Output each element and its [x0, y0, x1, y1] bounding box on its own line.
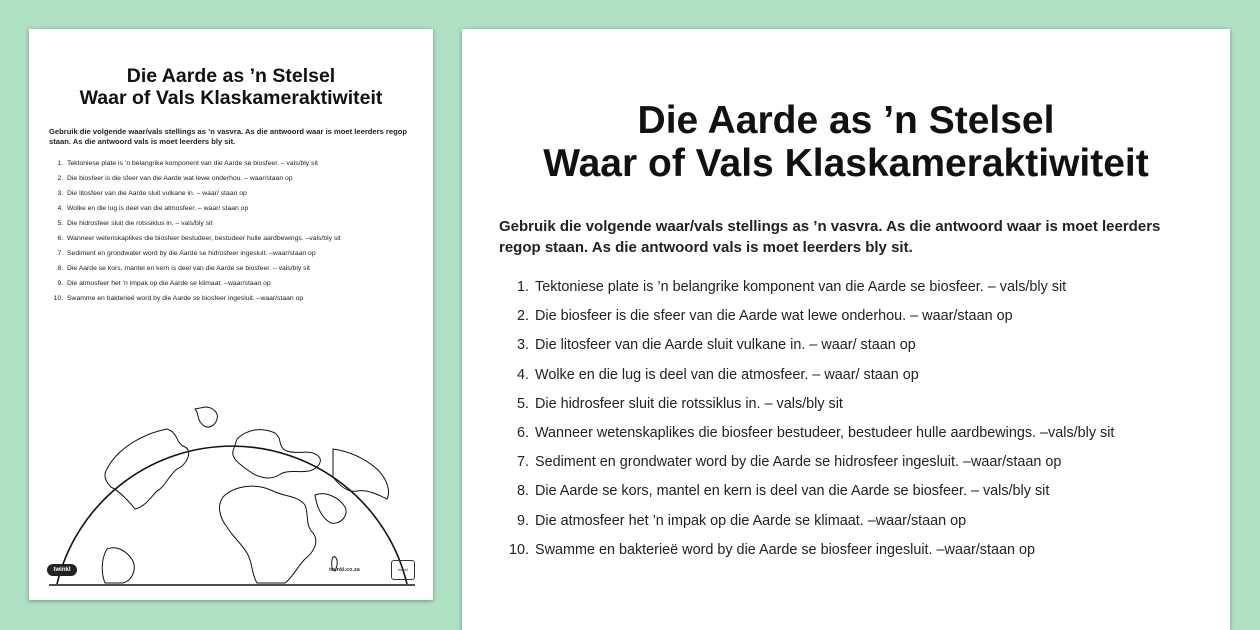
twinkl-logo-icon: twinkl: [47, 564, 77, 576]
earth-outline-icon: [47, 399, 417, 589]
list-item: 10. Swamme en bakterieë word by die Aarde se biosfeer ingesluit. –waar/staan op: [65, 291, 419, 306]
list-item: 6. Wanneer wetenskaplikes die biosfeer bestudeer, bestudeer hulle aardbewings. –vals/bly sit: [65, 231, 419, 246]
list-item: 3. Die litosfeer van die Aarde sluit vulkane in. – waar/ staan op: [533, 331, 1210, 360]
list-item: 10. Swamme en bakterieë word by die Aarde se biosfeer ingesluit. –waar/staan op: [533, 536, 1210, 565]
title-line-1: Die Aarde as ’n Stelsel: [637, 99, 1055, 142]
thumbnail-title-line-2: Waar of Vals Klaskameraktiwiteit: [79, 87, 383, 109]
list-item: 8. Die Aarde se kors, mantel en kern is deel van die Aarde se biosfeer. – vals/bly sit: [65, 261, 419, 276]
intro-paragraph: Gebruik die volgende waar/vals stellings as ’n vasvra. As die antwoord waar is moet leerders regop staan. As die antwoord vals is moet leerders bly sit.: [499, 218, 1161, 256]
list-item: 9. Die atmosfeer het ’n impak op die Aarde se klimaat. –waar/staan op: [65, 276, 419, 291]
list-item: 6. Wanneer wetenskaplikes die biosfeer bestudeer, bestudeer hulle aardbewings. –vals/bly sit: [533, 419, 1210, 448]
list-item: 2. Die biosfeer is die sfeer van die Aarde wat lewe onderhou. – waar/staan op: [533, 302, 1210, 331]
list-item: 9. Die atmosfeer het ’n impak op die Aarde se klimaat. –waar/staan op: [533, 507, 1210, 536]
list-item: 8. Die Aarde se kors, mantel en kern is deel van die Aarde se biosfeer. – vals/bly sit: [533, 477, 1210, 506]
list-item: 5. Die hidrosfeer sluit die rotssiklus in. – vals/bly sit: [65, 216, 419, 231]
list-item: 7. Sediment en grondwater word by die Aarde se hidrosfeer ingesluit. –waar/staan op: [65, 246, 419, 261]
list-item: 4. Wolke en die lug is deel van die atmosfeer. – waar/ staan op: [533, 361, 1210, 390]
list-item: 1. Tektoniese plate is ’n belangrike komponent van die Aarde se biosfeer. – vals/bly sit: [65, 156, 419, 171]
statement-list: [499, 273, 1210, 565]
list-item: 2. Die biosfeer is die sfeer van die Aarde wat lewe onderhou. – waar/staan op: [65, 171, 419, 186]
list-item: 3. Die litosfeer van die Aarde sluit vulkane in. – waar/ staan op: [65, 186, 419, 201]
thumbnail-statement-list: [49, 156, 419, 306]
footer-badge: twinkl: [391, 560, 415, 580]
main-worksheet: [462, 29, 1230, 630]
thumbnail-title: [29, 65, 433, 109]
thumbnail-title-line-1: Die Aarde as ’n Stelsel: [126, 65, 336, 87]
list-item: 4. Wolke en die lug is deel van die atmosfeer. – waar/ staan op: [65, 201, 419, 216]
thumbnail-intro: Gebruik die volgende waar/vals stellings as ’n vasvra. As die antwoord waar is moet leerders regop staan. As die antwoord vals is moet leerders bly sit.: [49, 127, 408, 146]
title-line-2: Waar of Vals Klaskameraktiwiteit: [543, 142, 1149, 185]
thumbnail-worksheet: [29, 29, 433, 600]
list-item: 1. Tektoniese plate is ’n belangrike komponent van die Aarde se biosfeer. – vals/bly sit: [533, 273, 1210, 302]
footer-url: twinkl.co.za: [329, 567, 360, 573]
list-item: 5. Die hidrosfeer sluit die rotssiklus in. – vals/bly sit: [533, 390, 1210, 419]
list-item: 7. Sediment en grondwater word by die Aarde se hidrosfeer ingesluit. –waar/staan op: [533, 448, 1210, 477]
page-title: [462, 99, 1230, 185]
